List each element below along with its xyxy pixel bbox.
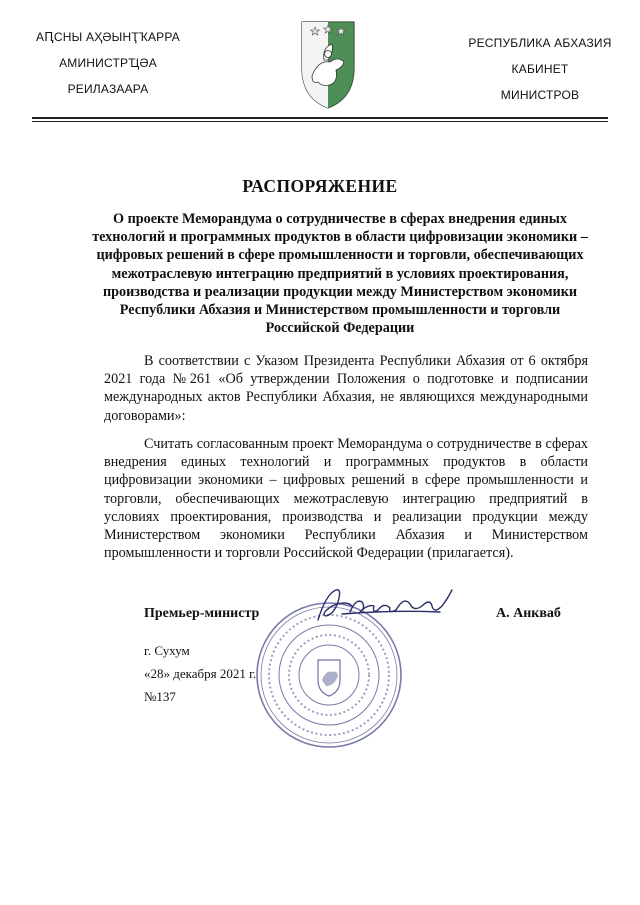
- handwritten-signature: [312, 584, 462, 628]
- document-title: РАСПОРЯЖЕНИЕ: [242, 176, 398, 196]
- signatory-title: Премьер-министр: [144, 606, 260, 621]
- signatory-name: А. Анкваб: [496, 606, 561, 621]
- header-left-line-3: РЕИЛАЗААРА: [67, 82, 149, 96]
- document-subject: О проекте Меморандума о сотрудничестве в сферах внедрения единых технологий и программных продуктов в области цифровизации экономики – цифровых решений в сфере промышленности и торговли, обеспечивающих межотраслевую интеграцию предприятий в условиях проектирования, производства и реализации продукции между Министерством экономики Республики Абхазия и Министерством промышленности и торговли Российской Федерации: [92, 211, 588, 337]
- header-right-line-1: РЕСПУБЛИКА АБХАЗИЯ: [468, 36, 612, 50]
- coat-of-arms-icon: [298, 18, 358, 110]
- header-right-line-2: КАБИНЕТ: [511, 62, 569, 76]
- document-number: №137: [144, 689, 176, 704]
- header-left-line-2: АМИНИСТРҴӘА: [59, 56, 157, 70]
- body-paragraph-2: Считать согласованным проект Меморандума о сотрудничестве в сферах внедрения единых технологий и программных продуктов в области цифровизации экономики – цифровых решений в сфере промышленности и торговли, обеспечивающих межотраслевую интеграцию предприятий в условиях проектирования, производства и реализации продукции между Министерством экономики Республики Абхазия и Министерством промышленности и торговли Российской Федерации (прилагается).: [104, 436, 588, 562]
- header-left-line-1: АԤСНЫ АҲӘЫНҬҠАРРА: [36, 30, 180, 44]
- body-paragraph-1: В соответствии с Указом Президента Республики Абхазия от 6 октября 2021 года №261 «Об утверждении Положения о подготовке и подписании международных актов Республики Абхазия, не являющихся международными договорами»:: [104, 353, 588, 424]
- header-divider-thick: [32, 117, 608, 119]
- header-divider-thin: [32, 121, 608, 122]
- document-date: «28» декабря 2021 г.: [144, 666, 257, 681]
- header-right-line-3: МИНИСТРОВ: [500, 88, 580, 102]
- document-place: г. Сухум: [144, 643, 190, 658]
